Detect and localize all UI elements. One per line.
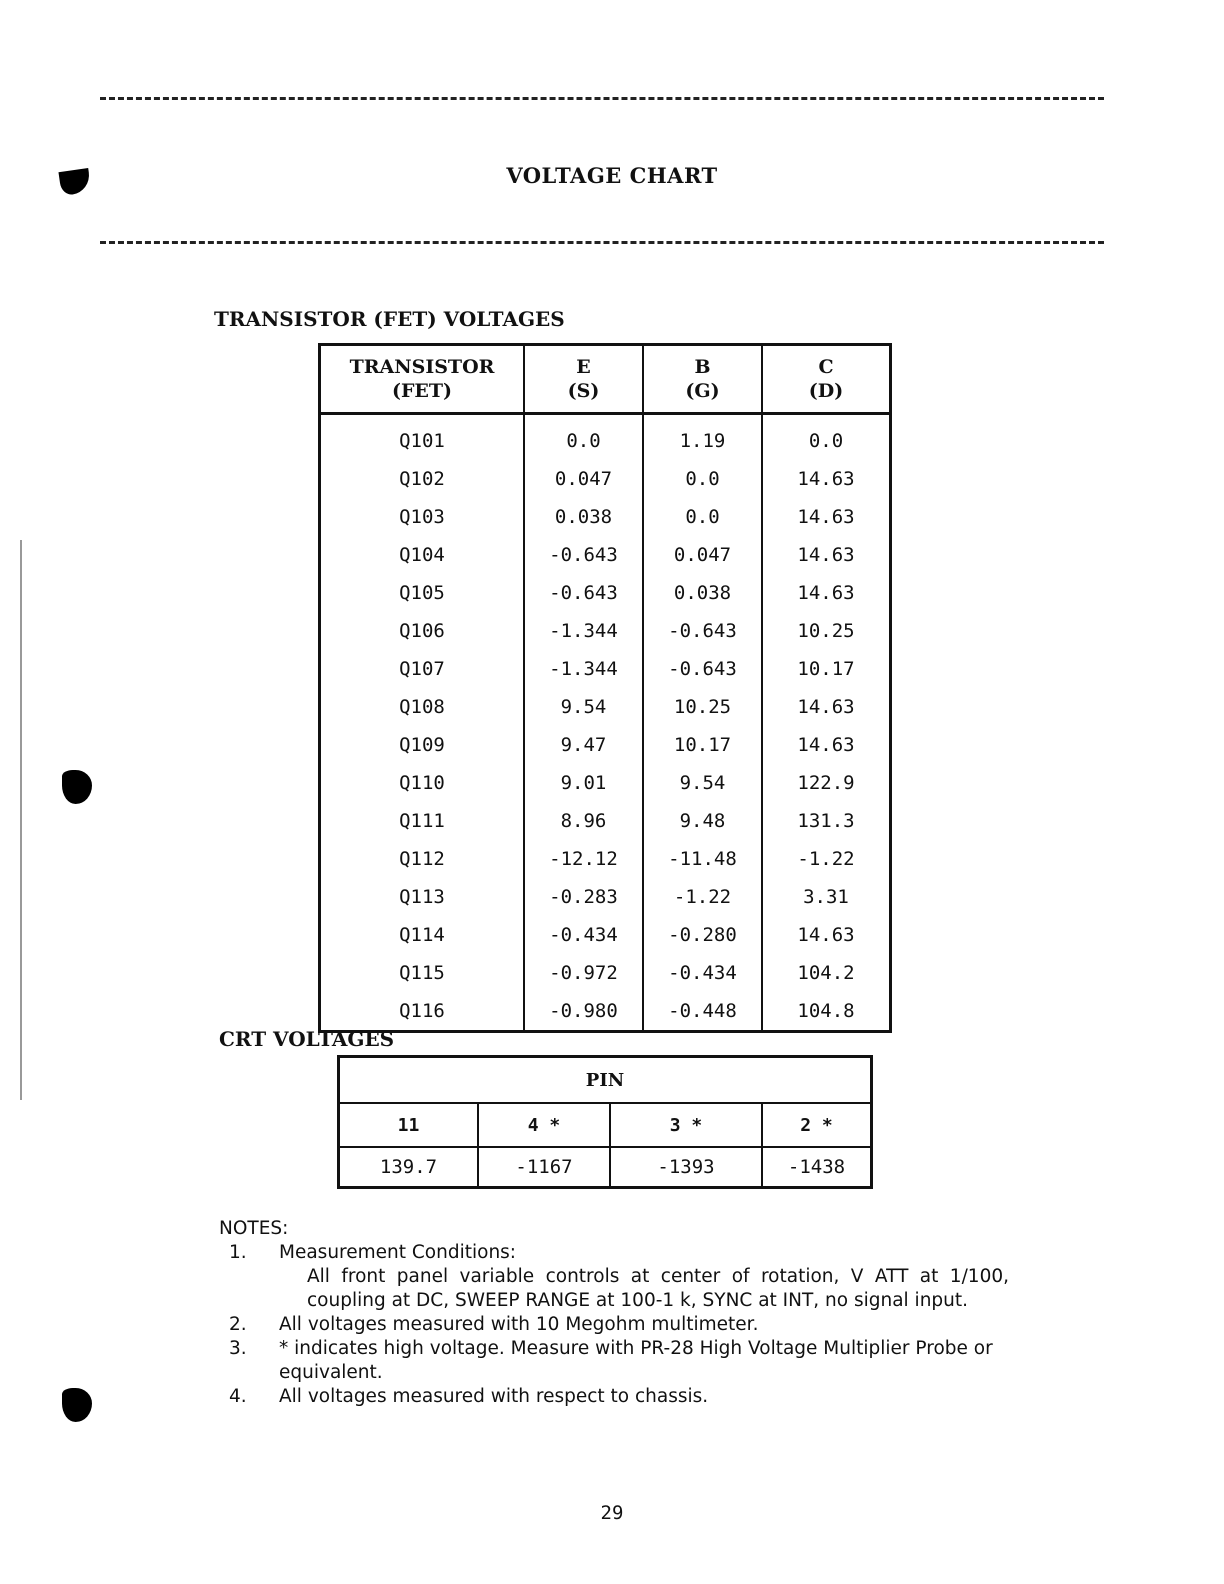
c-cell: 104.2 <box>762 954 891 992</box>
note-item <box>219 1241 1009 1265</box>
b-cell: 0.038 <box>643 574 762 612</box>
transistor-cell: Q102 <box>399 468 445 490</box>
pin-voltage-cell: 139.7 <box>339 1147 479 1188</box>
header-line: (FET) <box>391 380 453 402</box>
note-item <box>219 1385 1009 1409</box>
crt-value-row <box>339 1147 872 1188</box>
transistor-cell: Q103 <box>399 506 445 528</box>
top-dashed-rule <box>100 97 1104 100</box>
e-cell: -0.643 <box>524 574 643 612</box>
pin-voltage-cell: -1393 <box>610 1147 762 1188</box>
note-text: All voltages measured with 10 Megohm multimeter. <box>279 1314 759 1335</box>
b-cell: -0.643 <box>643 650 762 688</box>
transistor-cell: Q115 <box>399 962 445 984</box>
e-cell: -1.344 <box>524 612 643 650</box>
column-header-c <box>762 345 891 414</box>
c-cell: 3.31 <box>762 878 891 916</box>
column-header-e <box>524 345 643 414</box>
b-cell: 0.0 <box>643 460 762 498</box>
fet-header-row <box>320 345 891 414</box>
transistor-cell: Q114 <box>399 924 445 946</box>
c-cell: -1.22 <box>762 840 891 878</box>
table-row <box>320 612 891 650</box>
b-cell: -0.643 <box>643 612 762 650</box>
c-cell: 14.63 <box>762 498 891 536</box>
e-cell: 9.54 <box>524 688 643 726</box>
header-line: (G) <box>685 380 720 402</box>
c-cell: 14.63 <box>762 536 891 574</box>
b-cell: 10.17 <box>643 726 762 764</box>
pin-header: 4 * <box>478 1103 610 1147</box>
note-text: All voltages measured with respect to chassis. <box>279 1386 709 1407</box>
notes-heading: NOTES: <box>219 1218 289 1239</box>
header-line: E <box>576 356 591 378</box>
c-cell: 131.3 <box>762 802 891 840</box>
table-row <box>320 802 891 840</box>
column-header-transistor <box>320 345 525 414</box>
transistor-cell: Q110 <box>399 772 445 794</box>
c-cell: 104.8 <box>762 992 891 1032</box>
e-cell: 8.96 <box>524 802 643 840</box>
table-row <box>320 916 891 954</box>
c-cell: 0.0 <box>762 414 891 461</box>
transistor-cell: Q105 <box>399 582 445 604</box>
e-cell: -0.283 <box>524 878 643 916</box>
table-row <box>320 726 891 764</box>
table-row <box>320 688 891 726</box>
b-cell: -0.448 <box>643 992 762 1032</box>
e-cell: -1.344 <box>524 650 643 688</box>
pin-header: 2 * <box>762 1103 872 1147</box>
c-cell: 14.63 <box>762 574 891 612</box>
e-cell: 0.038 <box>524 498 643 536</box>
c-cell: 14.63 <box>762 916 891 954</box>
table-row <box>320 460 891 498</box>
c-cell: 14.63 <box>762 688 891 726</box>
pin-group-header: PIN <box>339 1057 872 1104</box>
crt-group-row <box>339 1057 872 1104</box>
transistor-cell: Q113 <box>399 886 445 908</box>
page-number: 29 <box>600 1502 624 1524</box>
e-cell: -0.972 <box>524 954 643 992</box>
e-cell: -0.434 <box>524 916 643 954</box>
b-cell: 0.0 <box>643 498 762 536</box>
bottom-dashed-rule <box>100 241 1104 244</box>
b-cell: -0.434 <box>643 954 762 992</box>
transistor-cell: Q101 <box>399 430 445 452</box>
b-cell: 1.19 <box>643 414 762 461</box>
e-cell: 0.0 <box>524 414 643 461</box>
note-number: 3. <box>229 1338 247 1359</box>
binder-punch-mark <box>62 1388 92 1422</box>
header-line: C <box>818 356 834 378</box>
table-row <box>320 840 891 878</box>
pin-voltage-cell: -1167 <box>478 1147 610 1188</box>
e-cell: 0.047 <box>524 460 643 498</box>
table-row <box>320 764 891 802</box>
table-row <box>320 878 891 916</box>
table-row <box>320 414 891 461</box>
crt-section-heading: CRT VOLTAGES <box>219 1027 395 1051</box>
header-line: B <box>694 356 711 378</box>
note-number: 2. <box>229 1314 247 1335</box>
column-header-b <box>643 345 762 414</box>
transistor-cell: Q111 <box>399 810 445 832</box>
b-cell: 9.54 <box>643 764 762 802</box>
fet-section-heading: TRANSISTOR (FET) VOLTAGES <box>214 307 565 331</box>
binder-punch-mark <box>62 770 92 804</box>
c-cell: 14.63 <box>762 460 891 498</box>
note-item <box>219 1337 1009 1385</box>
table-row <box>320 498 891 536</box>
fet-voltage-table <box>318 343 892 1033</box>
c-cell: 10.17 <box>762 650 891 688</box>
b-cell: -0.280 <box>643 916 762 954</box>
note-detail: All front panel variable controls at center of rotation, V ATT at 1/100, coupling at DC, SWEEP RANGE at 100-1 k, SYNC at INT, no signal input. <box>307 1266 1009 1311</box>
e-cell: -0.980 <box>524 992 643 1032</box>
note-number: 1. <box>229 1242 247 1263</box>
scan-margin-line <box>20 540 22 1100</box>
table-row <box>320 650 891 688</box>
header-line: TRANSISTOR <box>349 356 495 378</box>
b-cell: 0.047 <box>643 536 762 574</box>
crt-pin-row <box>339 1103 872 1147</box>
transistor-cell: Q112 <box>399 848 445 870</box>
pin-header: 3 * <box>610 1103 762 1147</box>
note-text: * indicates high voltage. Measure with PR-28 High Voltage Multiplier Probe or equivalent. <box>279 1338 993 1383</box>
c-cell: 10.25 <box>762 612 891 650</box>
transistor-cell: Q109 <box>399 734 445 756</box>
table-row <box>320 954 891 992</box>
page-title: VOLTAGE CHART <box>506 163 718 188</box>
header-line: (S) <box>567 380 600 402</box>
transistor-cell: Q116 <box>399 1000 445 1022</box>
transistor-cell: Q106 <box>399 620 445 642</box>
c-cell: 122.9 <box>762 764 891 802</box>
table-row <box>320 536 891 574</box>
transistor-cell: Q104 <box>399 544 445 566</box>
transistor-cell: Q107 <box>399 658 445 680</box>
table-row <box>320 992 891 1032</box>
e-cell: -12.12 <box>524 840 643 878</box>
pin-voltage-cell: -1438 <box>762 1147 872 1188</box>
c-cell: 14.63 <box>762 726 891 764</box>
header-line: (D) <box>808 380 844 402</box>
e-cell: 9.47 <box>524 726 643 764</box>
note-text: Measurement Conditions: <box>279 1242 517 1263</box>
b-cell: 10.25 <box>643 688 762 726</box>
transistor-cell: Q108 <box>399 696 445 718</box>
crt-voltage-table <box>337 1055 873 1189</box>
b-cell: 9.48 <box>643 802 762 840</box>
b-cell: -11.48 <box>643 840 762 878</box>
e-cell: 9.01 <box>524 764 643 802</box>
e-cell: -0.643 <box>524 536 643 574</box>
pin-header: 11 <box>339 1103 479 1147</box>
table-row <box>320 574 891 612</box>
notes-section <box>219 1217 1009 1409</box>
b-cell: -1.22 <box>643 878 762 916</box>
note-number: 4. <box>229 1386 247 1407</box>
note-item <box>219 1313 1009 1337</box>
